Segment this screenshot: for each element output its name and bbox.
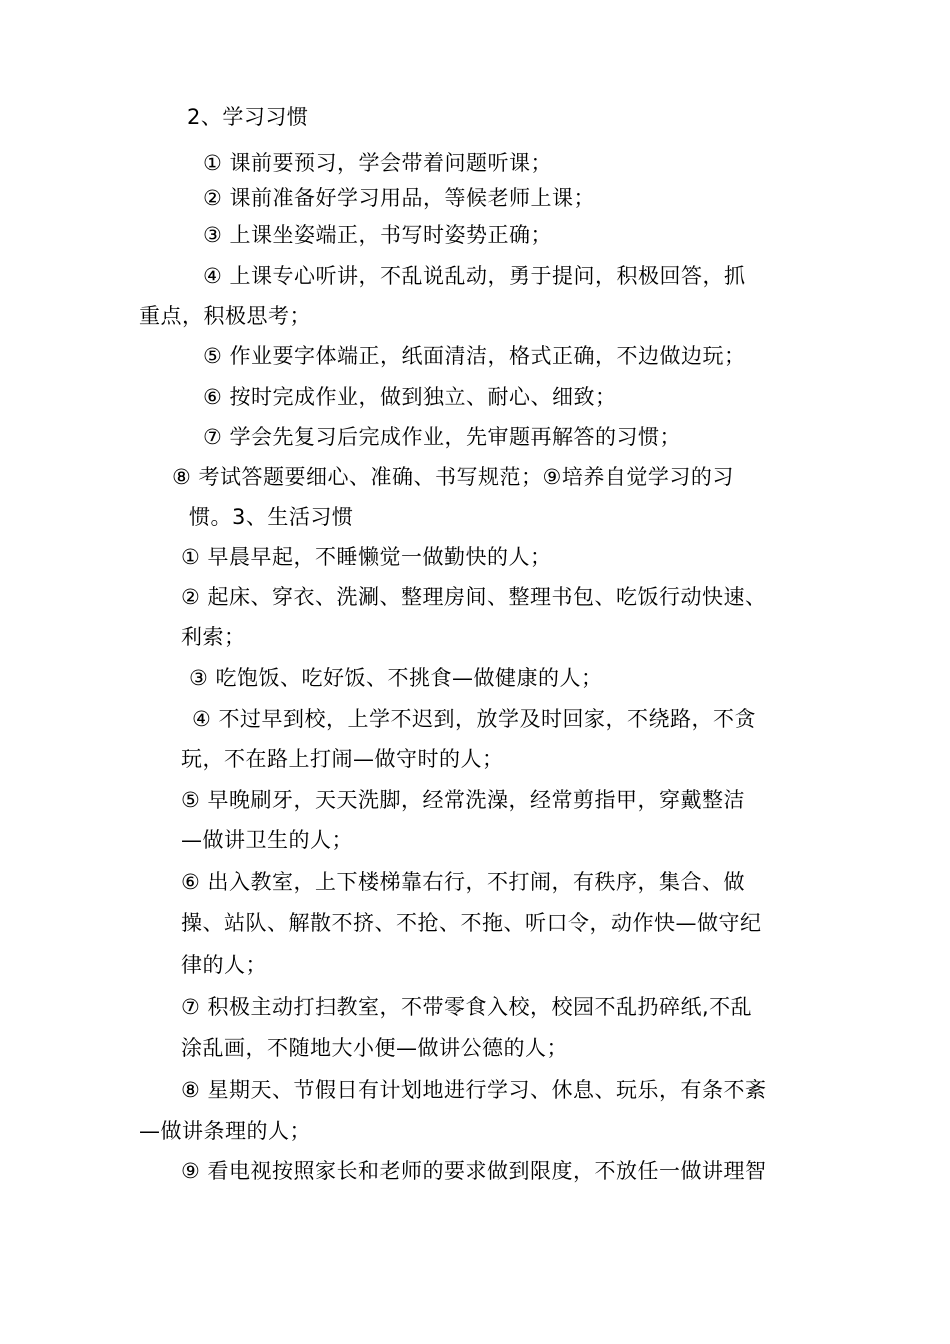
life-item-8: ⑧ 星期天、节假日有计划地进行学习、休息、玩乐，有条不紊 (181, 1078, 767, 1102)
life-item-6-continued-a: 操、站队、解散不挤、不抢、不拖、听口令，动作快—做守纪 (181, 911, 762, 935)
life-item-3: ③ 吃饱饭、吃好饭、不挑食—做健康的人； (189, 666, 603, 690)
life-item-6: ⑥ 出入教室，上下楼梯靠右行，不打闹，有秩序，集合、做 (181, 870, 745, 894)
study-item-7: ⑦ 学会先复习后完成作业，先审题再解答的习惯； (203, 425, 681, 449)
study-item-3: ③ 上课坐姿端正，书写时姿势正确； (203, 223, 553, 247)
section-heading-study-habits: 2、学习习惯 (187, 105, 309, 129)
study-item-2: ② 课前准备好学习用品，等候老师上课； (203, 186, 595, 210)
life-item-7: ⑦ 积极主动打扫教室，不带零食入校，校园不乱扔碎纸,不乱 (181, 995, 753, 1019)
life-item-1: ① 早晨早起，不睡懒觉一做勤快的人； (181, 545, 552, 569)
life-item-2-continued: 利索； (181, 625, 246, 649)
study-item-9-continued-life-heading: 惯。3、生活习惯 (189, 505, 354, 529)
life-item-6-continued-b: 律的人； (181, 953, 267, 977)
study-item-5: ⑤ 作业要字体端正，纸面清洁，格式正确，不边做边玩； (203, 344, 746, 368)
study-item-4: ④ 上课专心听讲，不乱说乱动，勇于提问，积极回答，抓 (203, 264, 746, 288)
life-item-2: ② 起床、穿衣、洗涮、整理房间、整理书包、吃饭行动快速、 (181, 585, 767, 609)
life-item-9: ⑨ 看电视按照家长和老师的要求做到限度，不放任一做讲理智 (181, 1159, 767, 1183)
life-item-7-continued: 涂乱画，不随地大小便—做讲公德的人； (181, 1036, 568, 1060)
study-item-6: ⑥ 按时完成作业，做到独立、耐心、细致； (203, 385, 617, 409)
life-item-4-continued: 玩，不在路上打闹—做守时的人； (181, 747, 504, 771)
life-item-5-continued: —做讲卫生的人； (181, 828, 353, 852)
study-item-8-9: ⑧ 考试答题要细心、准确、书写规范；⑨培养自觉学习的习 (172, 465, 734, 489)
study-item-4-continued: 重点，积极思考； (139, 304, 311, 328)
life-item-4: ④ 不过早到校，上学不迟到，放学及时回家，不绕路，不贪 (192, 707, 756, 731)
study-item-1: ① 课前要预习，学会带着问题听课； (203, 151, 553, 175)
life-item-8-continued: —做讲条理的人； (139, 1119, 311, 1143)
life-item-5: ⑤ 早晚刷牙，天天洗脚，经常洗澡，经常剪指甲，穿戴整洁 (181, 788, 745, 812)
